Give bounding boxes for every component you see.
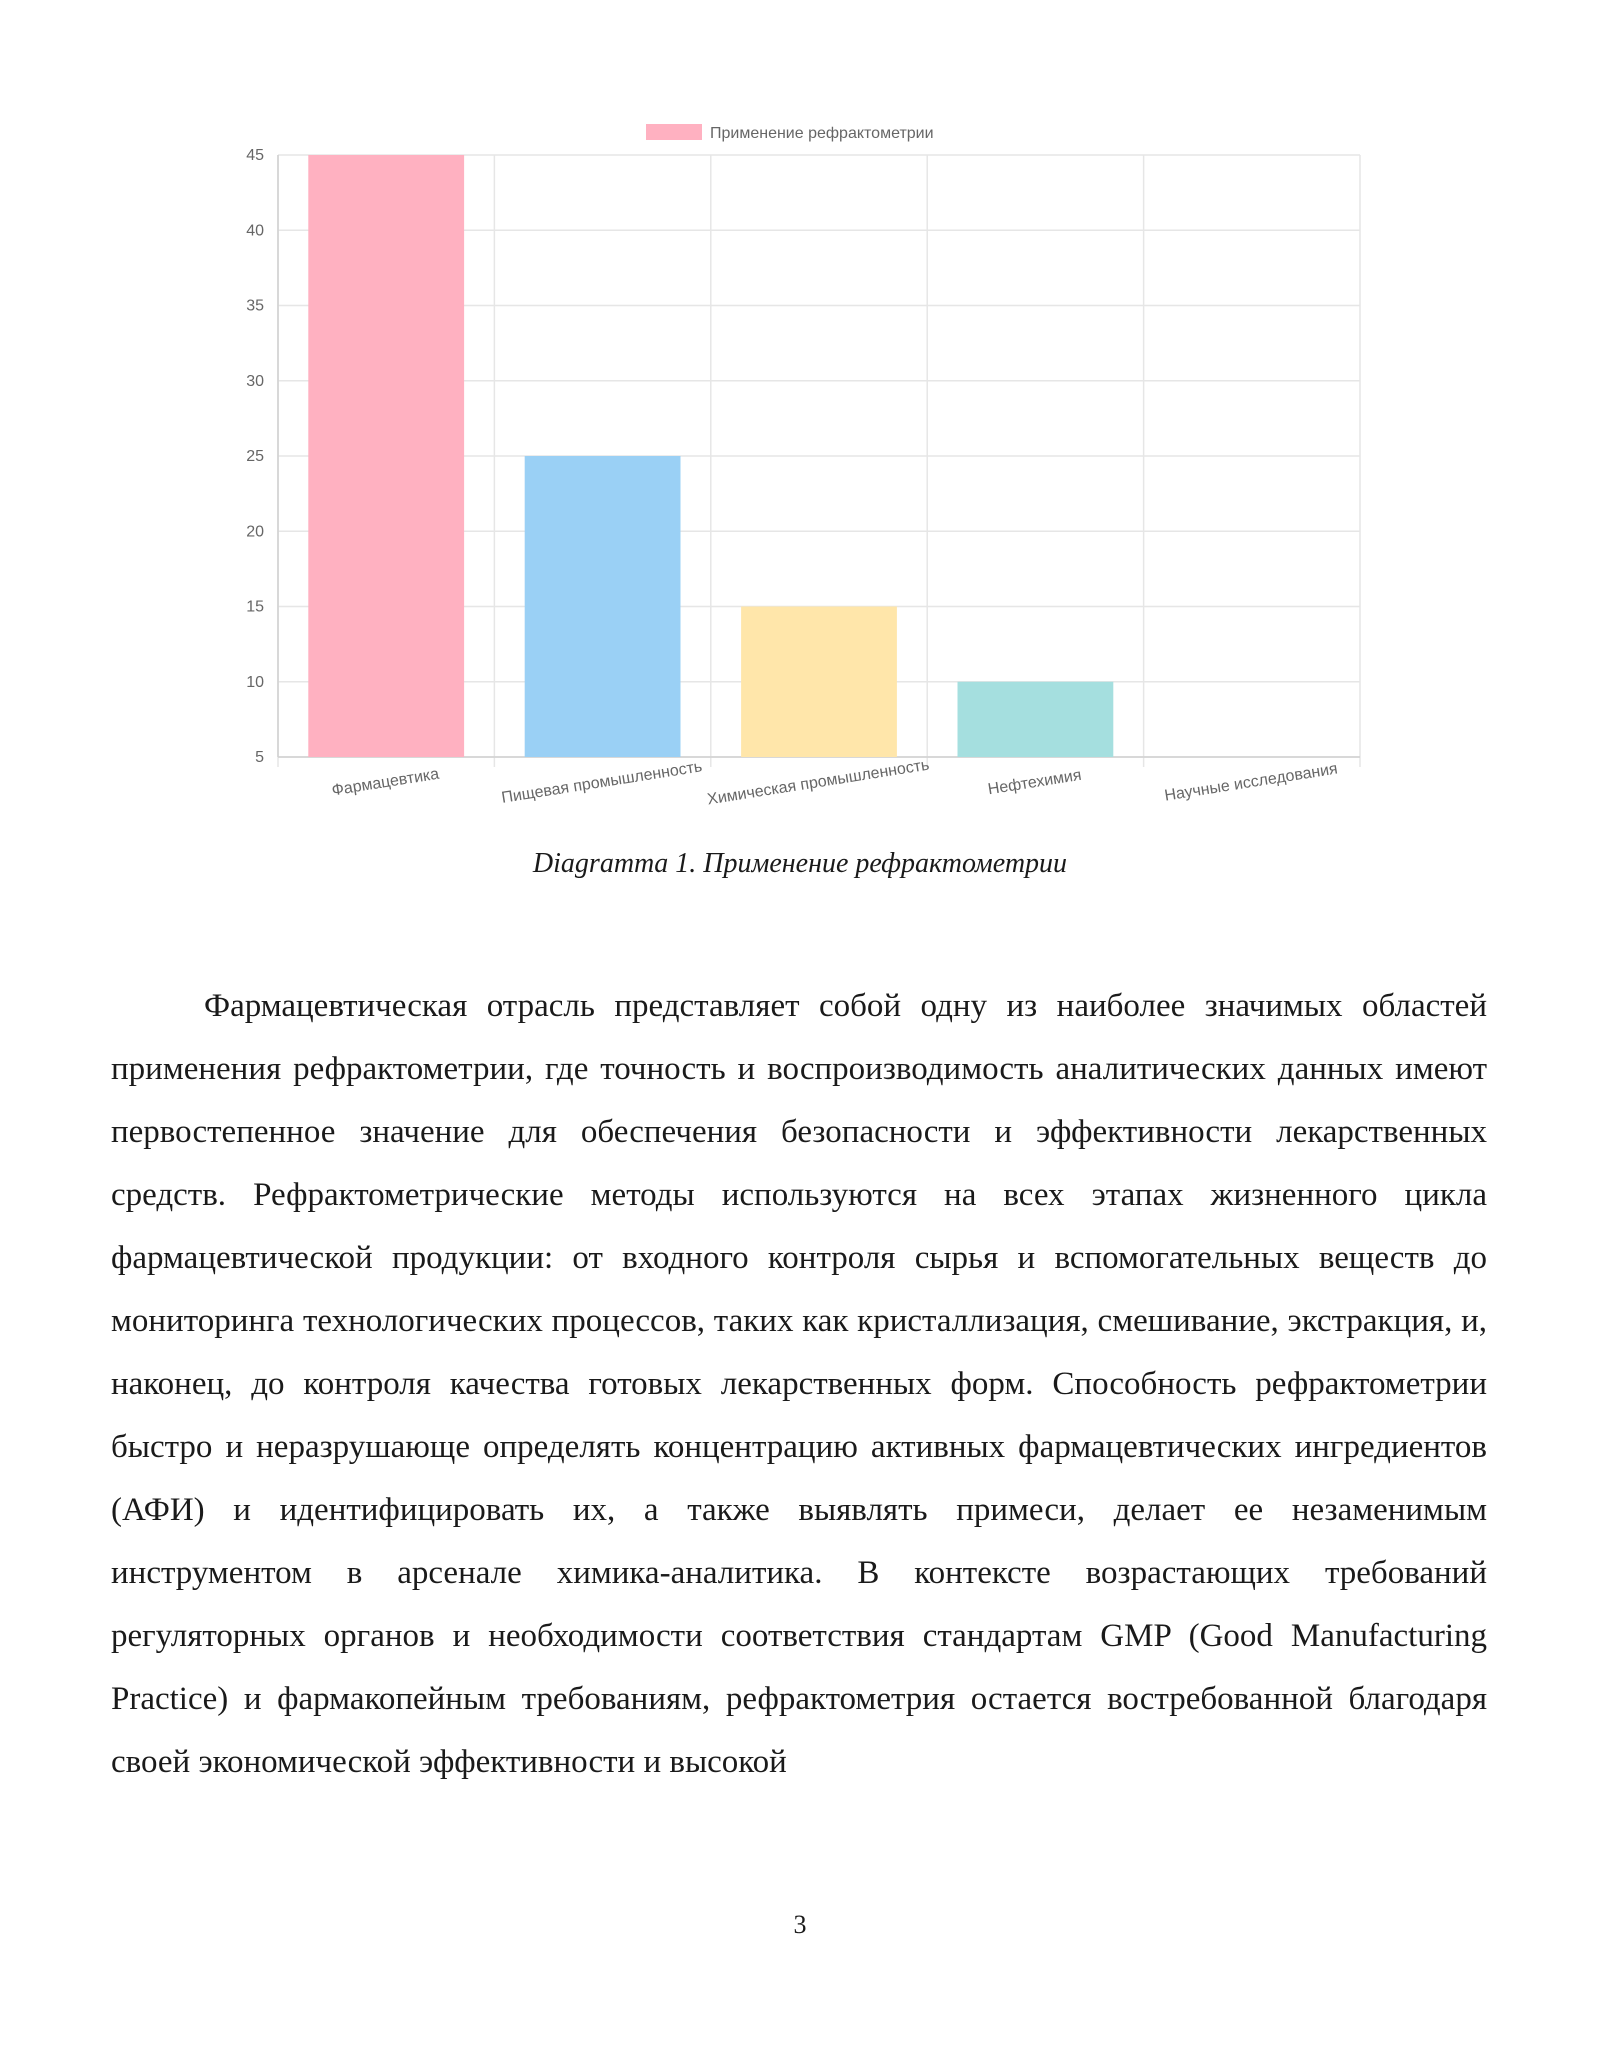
legend-label: Применение рефрактометрии [710, 125, 934, 142]
y-tick-label: 5 [255, 749, 264, 766]
y-tick-label: 25 [246, 448, 264, 465]
y-tick-label: 30 [246, 372, 264, 390]
y-tick-label: 45 [246, 147, 264, 164]
y-tick-label: 10 [246, 673, 264, 691]
x-tick-label: Научные исследования [1163, 760, 1339, 805]
y-tick-label: 40 [246, 222, 264, 240]
bar-4 [957, 682, 1113, 757]
page-number: 3 [793, 1910, 807, 1939]
y-tick-label: 35 [246, 297, 264, 315]
bar-chart [220, 110, 1380, 830]
y-tick-label: 15 [246, 598, 264, 616]
y-tick-label: 20 [246, 523, 264, 541]
bar-3 [741, 607, 897, 758]
x-tick-label: Пищевая промышленность [500, 758, 704, 807]
bar-2 [525, 456, 681, 757]
bar-1 [308, 155, 464, 757]
x-tick-label: Фармацевтика [330, 765, 441, 800]
x-tick-label: Химическая промышленность [706, 756, 931, 809]
legend-swatch [646, 124, 702, 140]
body-paragraph: Фармацевтическая отрасль представляет собой одну из наиболее значимых областей применения рефрактометрии, где точность и воспроизводимость аналитических данных имеют первостепенное значение для обеспечения безопасности и эффективности лекарственных средств. Рефрактометрические методы используются на всех этапах жизненного цикла фармацевтической продукции: от входного контроля сырья и вспомогательных веществ до мониторинга технологических процессов, таких как кристаллизация, смешивание, экстракция, и, наконец, до контроля качества готовых лекарственных форм. Способность рефрактометрии быстро и неразрушающе определять концентрацию активных фармацевтических ингредиентов (АФИ) и идентифицировать их, а также выявлять примеси, делает ее незаменимым инструментом в арсенале химика-аналитика. В контексте возрастающих требований регуляторных органов и необходимости соответствия стандартам GMP (Good Manufacturing Practice) и фармакопейным требованиям, рефрактометрия остается востребованной благодаря своей экономической эффективности и высокой [111, 988, 1487, 1780]
x-tick-label: Нефтехимия [986, 766, 1083, 799]
bar-chart-svg [220, 110, 1380, 830]
chart-caption: Diagramma 1. Применение рефрактометрии [532, 848, 1068, 879]
